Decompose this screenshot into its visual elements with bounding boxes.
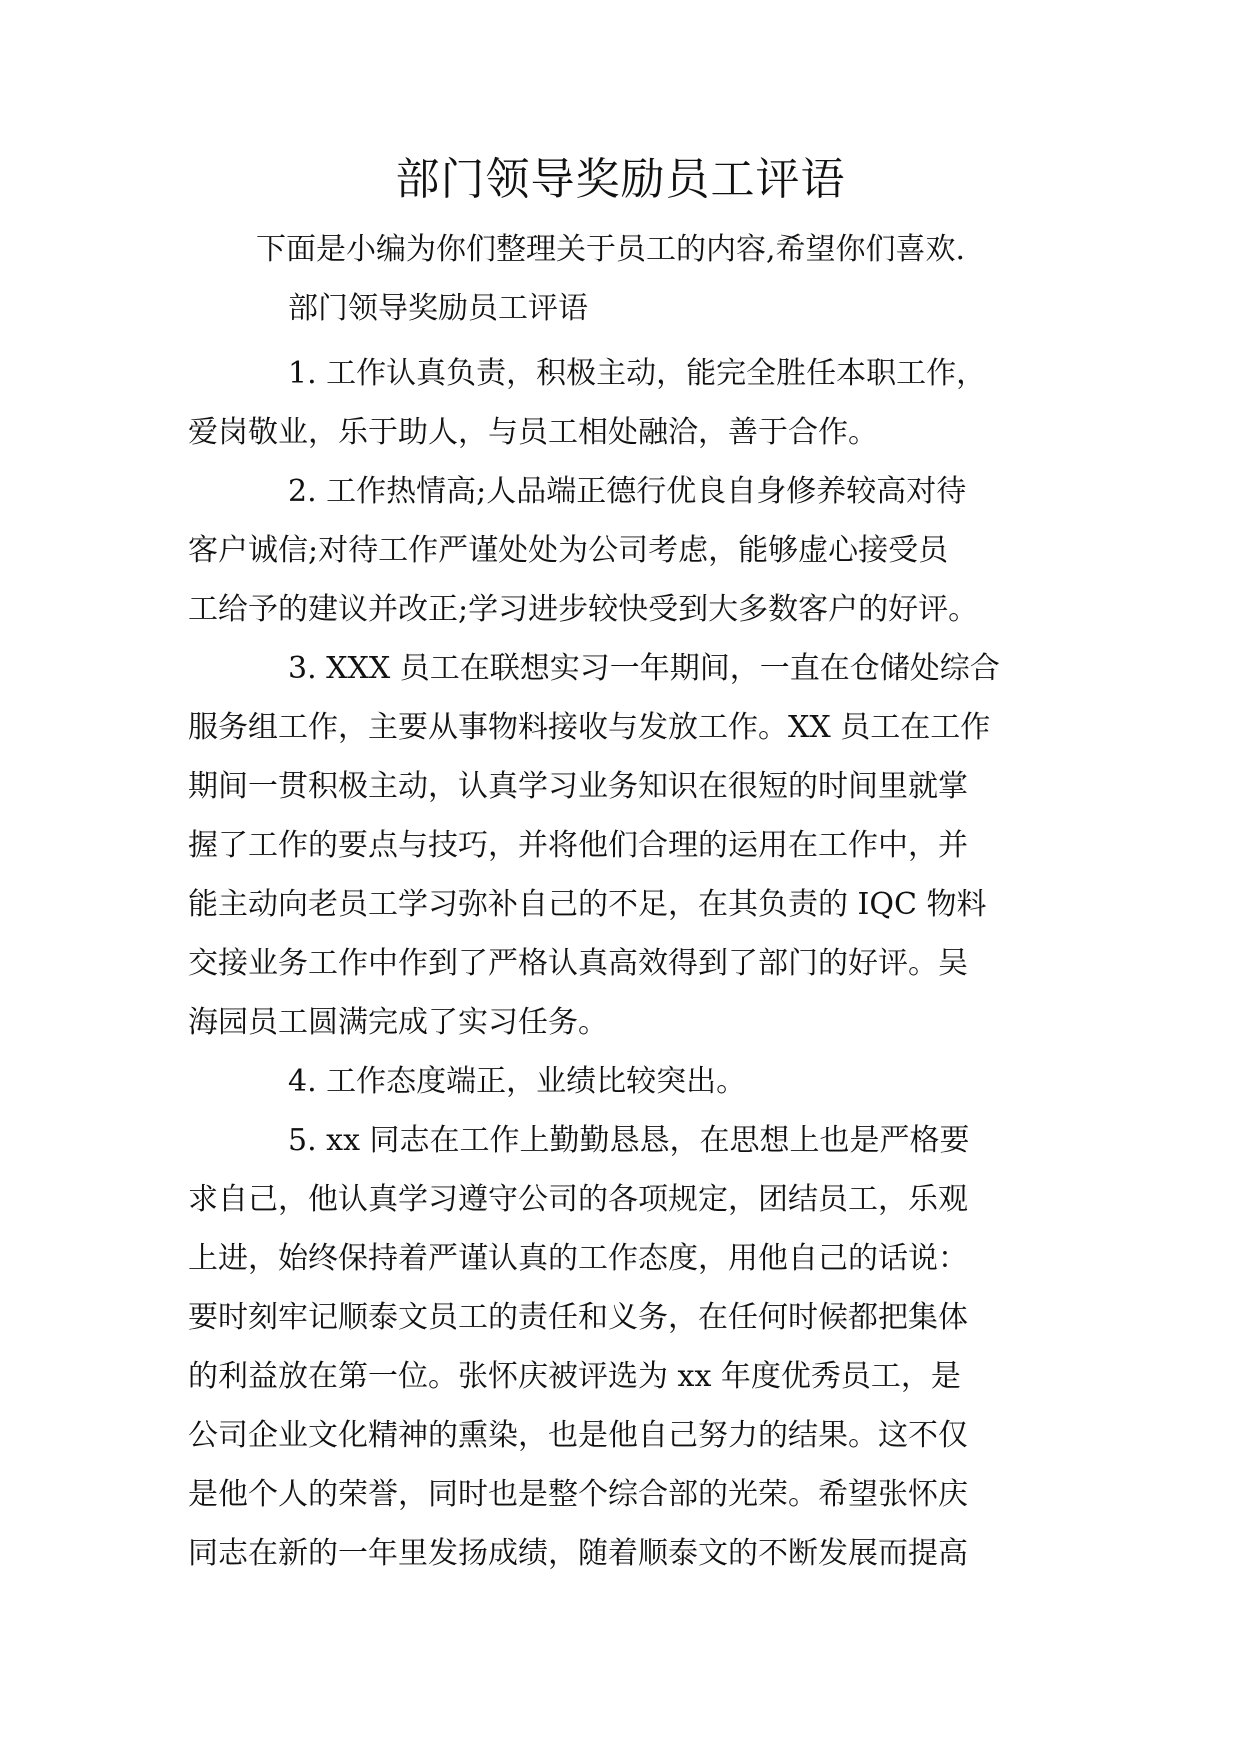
section-heading: 部门领导奖励员工评语	[288, 291, 588, 326]
text-line: 期间一贯积极主动，认真学习业务知识在很短的时间里就掌	[188, 769, 968, 804]
text-line: 的利益放在第一位。张怀庆被评选为 xx 年度优秀员工，是	[188, 1359, 961, 1394]
text-line: 交接业务工作中作到了严格认真高效得到了部门的好评。吴	[188, 946, 968, 981]
intro-paragraph: 下面是小编为你们整理关于员工的内容,希望你们喜欢.	[256, 232, 966, 267]
text-line: 客户诚信;对待工作严谨处处为公司考虑，能够虚心接受员	[188, 533, 949, 568]
text-line: 服务组工作，主要从事物料接收与发放工作。XX 员工在工作	[188, 710, 991, 745]
text-line: 爱岗敬业，乐于助人，与员工相处融洽，善于合作。	[188, 415, 878, 450]
text-line: 5. xx 同志在工作上勤勤恳恳，在思想上也是严格要	[288, 1123, 970, 1158]
text-line: 握了工作的要点与技巧，并将他们合理的运用在工作中，并	[188, 828, 968, 863]
text-line: 是他个人的荣誉，同时也是整个综合部的光荣。希望张怀庆	[188, 1477, 968, 1512]
text-line: 求自己，他认真学习遵守公司的各项规定，团结员工，乐观	[188, 1182, 968, 1217]
text-line: 上进，始终保持着严谨认真的工作态度，用他自己的话说：	[188, 1241, 968, 1276]
text-line: 能主动向老员工学习弥补自己的不足，在其负责的 IQC 物料	[188, 887, 987, 922]
text-line: 工给予的建议并改正;学习进步较快受到大多数客户的好评。	[188, 592, 979, 627]
text-line: 公司企业文化精神的熏染，也是他自己努力的结果。这不仅	[188, 1418, 968, 1453]
document-body	[188, 344, 1068, 1583]
text-line: 1. 工作认真负责，积极主动，能完全胜任本职工作，	[288, 356, 987, 391]
document-title: 部门领导奖励员工评语	[395, 154, 846, 205]
text-line: 同志在新的一年里发扬成绩，随着顺泰文的不断发展而提高	[188, 1536, 968, 1571]
text-line: 2. 工作热情高;人品端正德行优良自身修养较高对待	[288, 474, 967, 509]
text-line: 3. XXX 员工在联想实习一年期间，一直在仓储处综合	[288, 651, 1000, 686]
text-line: 4. 工作态度端正，业绩比较突出。	[288, 1064, 747, 1099]
text-line: 海园员工圆满完成了实习任务。	[188, 1005, 608, 1040]
text-line: 要时刻牢记顺泰文员工的责任和义务，在任何时候都把集体	[188, 1300, 968, 1335]
